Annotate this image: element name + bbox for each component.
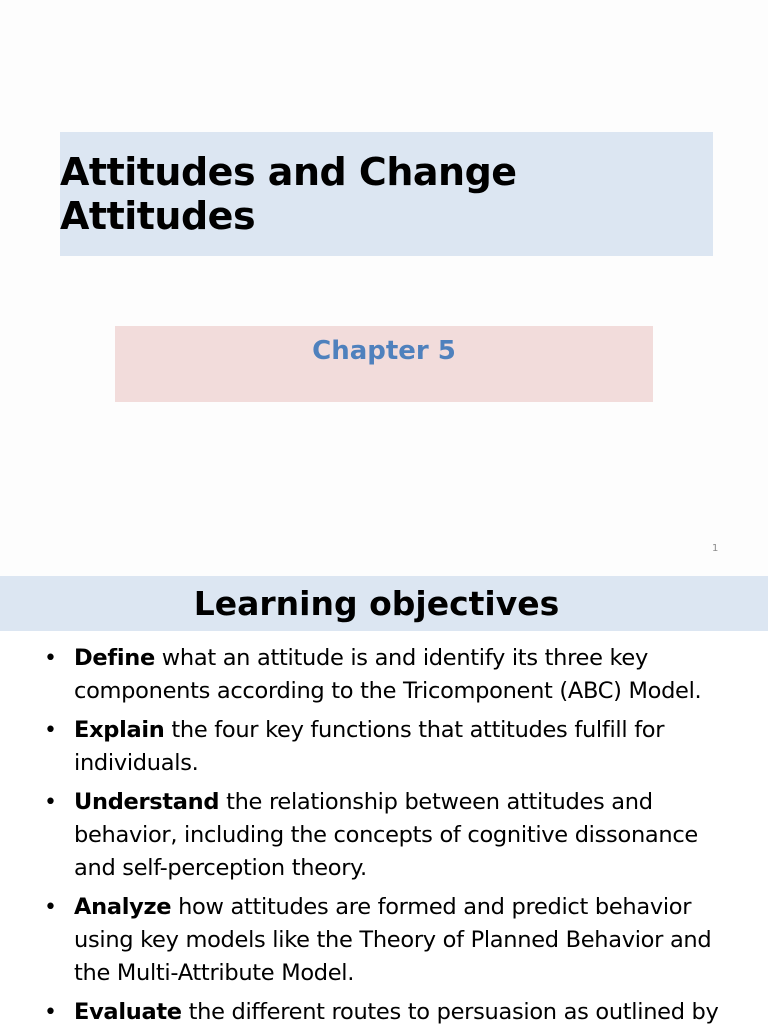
objective-text: the four key functions that attitudes fulfill for individuals.: [74, 717, 665, 776]
bullet-icon: •: [44, 718, 57, 743]
objective-verb: Evaluate: [74, 999, 182, 1024]
bullet-icon: •: [44, 1000, 57, 1024]
objective-text: how attitudes are formed and predict behavior using key models like the Theory of Planned Behavior and the Multi-Attribute Model.: [74, 894, 712, 986]
page-number: 1: [712, 543, 719, 554]
list-item: [0, 714, 768, 780]
list-item: [0, 642, 768, 708]
bullet-icon: •: [44, 646, 57, 671]
objective-text: the different routes to persuasion as outlined by: [181, 999, 719, 1024]
slide-subtitle: Chapter 5: [312, 336, 456, 366]
objective-verb: Explain: [74, 717, 165, 743]
bullet-icon: •: [44, 895, 57, 920]
objective-text: the relationship between attitudes and behavior, including the concepts of cognitive dissonance and self-perception theory.: [74, 789, 698, 881]
slide-title: Attitudes and Change Attitudes: [60, 150, 517, 238]
objectives-title: Learning objectives: [193, 584, 560, 623]
bullet-icon: •: [44, 790, 57, 815]
objectives-slide: [0, 576, 768, 1024]
list-item: [0, 996, 768, 1024]
objectives-list: [0, 642, 768, 1024]
subtitle-box: [115, 326, 653, 402]
objective-verb: Analyze: [74, 894, 172, 920]
objectives-header: [0, 576, 768, 631]
objective-verb: Define: [74, 645, 155, 671]
title-box: [60, 132, 713, 256]
list-item: [0, 891, 768, 990]
objective-text: what an attitude is and identify its three key components according to the Tricomponent (ABC) Model.: [74, 645, 702, 704]
objective-verb: Understand: [74, 789, 220, 815]
list-item: [0, 786, 768, 885]
